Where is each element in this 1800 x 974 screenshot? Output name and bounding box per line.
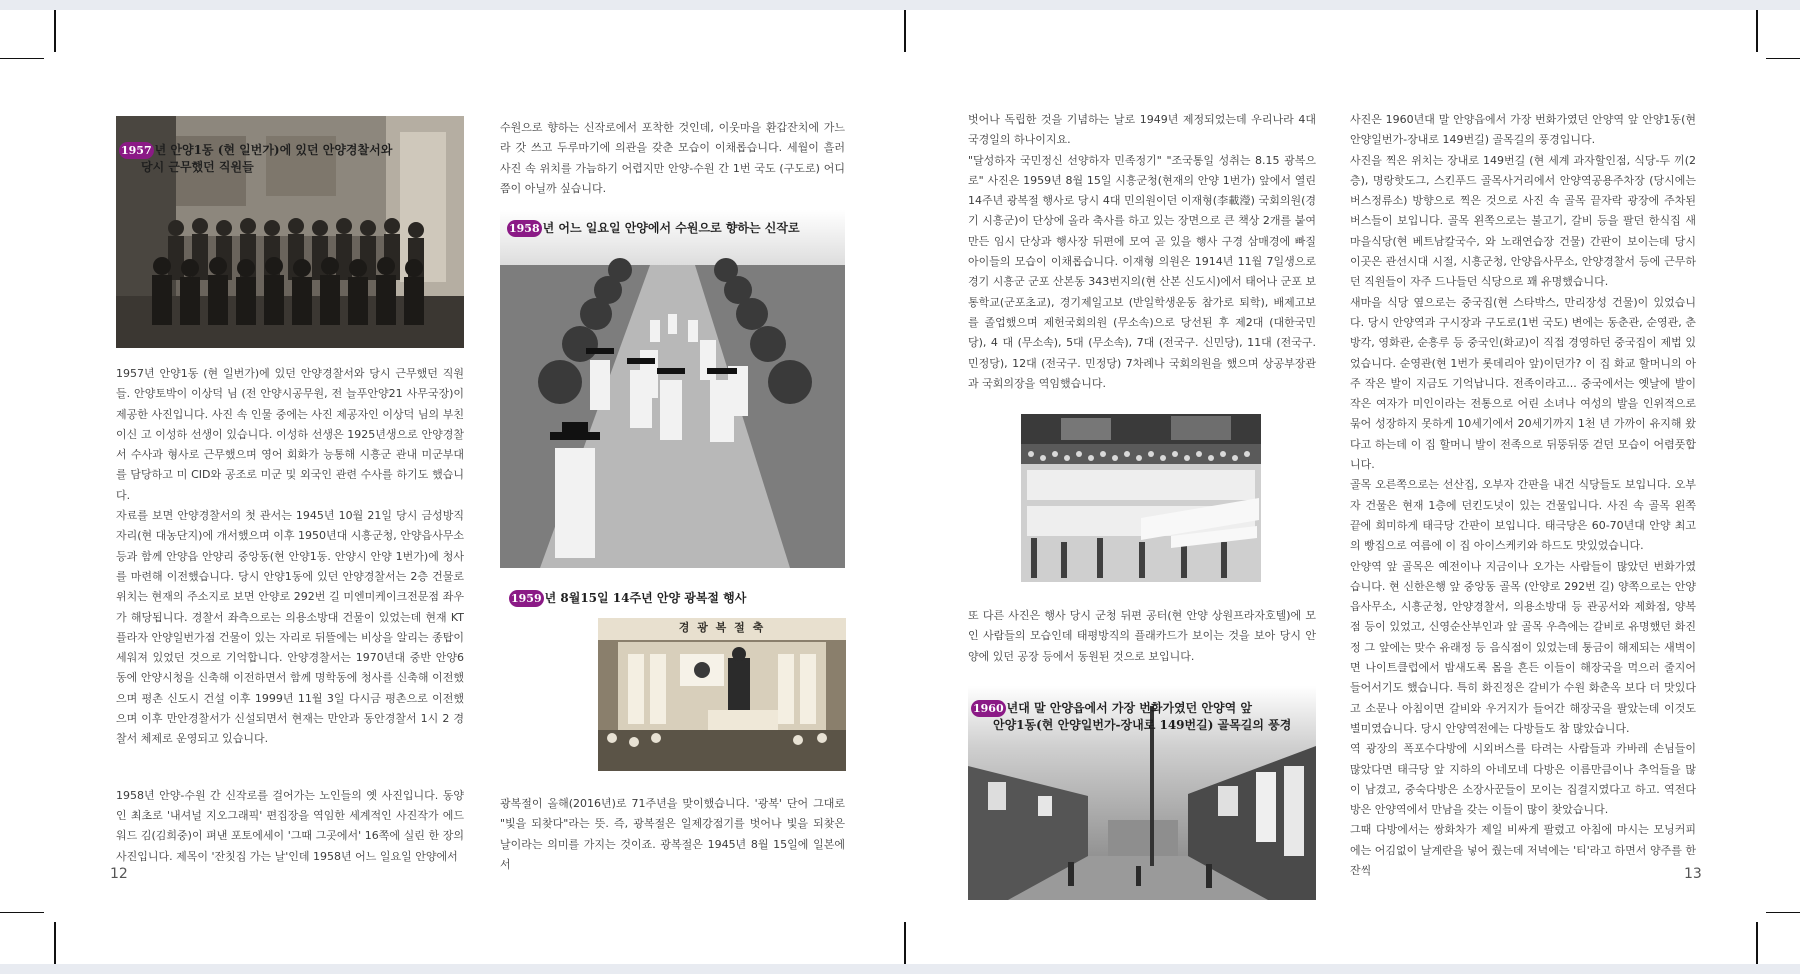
crop-mark	[54, 922, 56, 964]
caption-line: 년 어느 일요일 안양에서 수원으로 향하는 신작로	[542, 221, 800, 235]
caption-year-badge: 1959	[511, 592, 542, 605]
paragraph: 또 다른 사진은 행사 당시 군청 뒤편 공터(현 안양 상원프라자호텔)에 모인 사람들의 모습인데 태평방직의 플래카드가 보이는 것을 보아 당시 안양에 있던 공장 등에서 동원된 것으로 보입니다.	[968, 609, 1316, 663]
crop-mark	[54, 10, 56, 52]
crop-mark	[0, 912, 44, 913]
police-station-photo-caption	[119, 142, 449, 176]
paragraph: 새마을 식당 옆으로는 중국집(현 스타박스, 만리장성 건물)이 있었습니다. 당시 안양역과 구시장과 구도로(1번 국도) 변에는 동춘관, 순영관, 춘방각, 영화관, 순흥루 등 중국인(화교)이 직접 경영하던 중국집이 제법 있었습니다. 순영관(현 1번가 롯데리아 앞)이던가? 이 집 화교 할머니의 아주 작은 발이 지금도 기억납니다. 전족이라고... 중국에서는 옛날에 발이 작은 여자가 미인이라는 전통으로 어린 소녀나 여성의 발을 인위적으로 묶어 성장하지 못하게 10세기에서 20세기까지 1천 년 가까이 유지해 왔다고 하는데 이 집 할머니 발이 전족으로 뒤뚱뒤뚱 걷던 모습이 어렴풋합니다.	[1350, 295, 1696, 472]
right-page	[900, 10, 1800, 964]
caption-year-badge: 1958	[509, 222, 540, 235]
text-column-1	[116, 364, 464, 863]
paragraph: "달성하자 국민정신 선양하자 민족정기" "조국통일 성취는 8.15 광복으로" 사진은 1959년 8월 15일 시흥군청(현재의 안양 1번가) 앞에서 열린 14주년 광복절 행사로 당시 4대 민의원이던 이재형(李載瀅) 국회의원(경기 시흥군)이 단상에 올라 축사를 하고 있는 장면으로 큰 책상 2개를 붙여 만든 임시 단상과 행사장 뒤편에 모여 곧 있을 행사 구경 삼매경에 빠질 아이들의 모습이 이채롭습니다. 이재형 의원은 1914년 11월 7일생으로 경기 시흥군 군포 산본동 343번지의(현 산본 신도시)에서 태어나 군포 보통학교(군포초교), 경기제일고보 (반일학생운동 참가로 퇴학), 배제고보를 졸업했으며 제헌국회의원 (무소속)으로 당선된 후 제2대 (대한국민당), 4 대 (무소속), 5대 (무소속), 7대 (전국구. 신민당), 11대 (전국구. 민정당), 12대 (전국구. 민정당) 7차례나 국회의원을 했으며 상공부장관과 국회의장을 역임했습니다.	[968, 153, 1316, 390]
caption-year-badge: 1957	[121, 144, 152, 157]
text-column-3-top	[968, 110, 1316, 400]
paragraph: 1957년 안양1동 (현 일번가)에 있던 안양경찰서와 당시 근무했던 직원들. 안양토박이 이상덕 님 (전 안양시공무원, 전 늘푸안양21 사무국장)이 제공한 사진입니다. 사진 속 인물 중에는 사진 제공자인 이상덕 님의 부친이신 고 이성하 선생이 있습니다. 이성하 선생은 1925년생으로 안양경찰서 수사과 형사로 근무했으며 영어 회화가 능통해 시흥군 관내 미군부대를 담당하고 미 CID와 공조로 미군 및 외국인 관련 수사를 하기도 했습니다.	[116, 367, 464, 502]
caption-line: 년대 말 안양읍에서 가장 번화가였던 안양역 앞	[1006, 701, 1252, 715]
paragraph: 역 광장의 폭포수다방에 시외버스를 타려는 사람들과 카바레 손님들이 많았다면 태극당 앞 지하의 아네모네 다방은 이름만큼이나 추억들을 많이 남겼고, 중숙다방은 소장사꾼들이 모이는 집결지였다고 하고. 역전다방은 안양역에서 만남을 갖는 이들이 많이 찾았습니다.	[1350, 742, 1696, 817]
left-page	[0, 10, 900, 964]
paragraph: 벗어나 독립한 것을 기념하는 날로 1949년 제정되었는데 우리나라 4대 국경일의 하나이지요.	[968, 113, 1316, 147]
caption-line: 안양1동(현 안양일번가-장내로 149번길) 골목길의 풍경	[993, 718, 1292, 732]
caption-line: 당시 근무했던 직원들	[141, 160, 254, 174]
text-column-4	[1350, 110, 1696, 877]
paragraph: 골목 오른쪽으로는 선산집, 오부자 간판을 내건 식당들도 보입니다. 오부자 건물은 현재 1층에 던킨도넛이 있는 건물입니다. 사진 속 골목 왼쪽 끝에 희미하게 태극당 간판이 보입니다. 태극당은 60-70년대 안양 최고의 빵집으로 여름에 이 집 아이스케키와 하드도 맛있었습니다.	[1350, 478, 1696, 553]
liberation-day-photo	[598, 618, 846, 771]
crop-mark	[1766, 912, 1800, 913]
crop-mark	[1756, 922, 1758, 964]
crop-mark	[1756, 10, 1758, 52]
paragraph: 사진은 1960년대 말 안양읍에서 가장 번화가였던 안양역 앞 안양1동(현 안양일번가-장내로 149번길) 골목길의 풍경입니다.	[1350, 113, 1696, 147]
paragraph: 그때 다방에서는 쌍화차가 제일 비싸게 팔렸고 아침에 마시는 모닝커피에는 어김없이 날계란을 넣어 줬는데 저녁에는 '티'라고 하면서 양주를 한 잔씩	[1350, 823, 1696, 877]
paragraph: 안양역 앞 골목은 예전이나 지금이나 오가는 사람들이 많았던 번화가였습니다. 현 신한은행 앞 중앙동 골목 (안양로 292번 길) 양쪽으로는 안양읍사무소, 시흥군청, 안양경찰서, 의용소방대 등 관공서와 제화점, 양복점 등이 있었고, 신영순산부인과 앞 골목 우측에는 갈비로 유명했던 화진정 그 앞에는 맞수 유래정 등 음식점이 있었는데 퉁금이 해제되는 새벽이면 나이트클럽에서 밤새도록 몸을 흔든 이들이 해장국을 먹으러 줄지어 들어서기도 했습니다. 특히 화진정은 갈비가 수원 화춘옥 보다 더 맛있다고 소문나 아침이면 갈비와 우거지가 들어간 해장국을 팔았는데 이것도 별미였습니다. 당시 안양역전에는 다방들도 참 많았습니다.	[1350, 559, 1696, 735]
paragraph: 사진을 찍은 위치는 장내로 149번길 (현 세계 과자할인점, 식당-두 끼(2층), 명랑핫도그, 스킨푸드 골목사거리에서 안양역공용주차장 (당시에는 버스정류소) 방향으로 찍은 것으로 사진 속 골목 끝자락 광장에 주차된 버스들이 보입니다. 골목 왼쪽으로는 불고기, 갈비 등을 팔던 한식집 새마을식당(현 베트남칼국수, 와 노래연습장 건물) 간판이 보이는데 당시 이곳은 관선시대 시절, 시흥군청, 안양읍사무소, 안양경찰서 등에 근무하던 직원들이 자주 드나들던 식당으로 꽤 유명했습니다.	[1350, 153, 1696, 289]
crowd-rally-photo	[1021, 414, 1261, 582]
alley-street-photo-caption	[971, 700, 1311, 734]
crop-mark	[904, 922, 906, 964]
text-column-2-top	[500, 118, 845, 200]
page-number-left: 12	[110, 866, 128, 882]
paragraph: 광복절이 올해(2016년)로 71주년을 맞이했습니다. '광복' 단어 그대로 "빛을 되찾다"라는 뜻. 즉, 광복절은 일제강점기를 벗어나 빛을 되찾은 날이라는 의미를 가지는 것이죠. 광복절은 1945년 8월 15일에 일본에서	[500, 797, 845, 871]
caption-year-badge: 1960	[973, 702, 1004, 715]
liberation-day-banner-text: 경 광 복 절 축	[678, 621, 766, 634]
text-column-2-bottom	[500, 794, 845, 871]
caption-line: 년 안양1동 (현 일번가)에 있던 안양경찰서와	[154, 143, 393, 157]
paragraph: 자료를 보면 안양경찰서의 첫 관서는 1945년 10월 21일 당시 금성방직 자리(현 대농단지)에 개서했으며 이후 1950년대 시흥군청, 안양읍사무소 등과 함께 안양읍 안양리 중앙동(현 안양1동. 안양시 안양 1번가)에 청사를 마련해 이전했습니다. 당시 안양1동에 있던 안양경찰서는 2층 건물로 위치는 현재의 주소지로 보면 안양로 292번 길 미엔미케이크전문점 좌우가 해당됩니다. 경찰서 좌측으로는 의용소방대 건물이 있었는데 현재 KT 플라자 안양일번가점 건물이 있는 자리로 뒤뜰에는 비상을 알리는 종탑이 세워져 있었던 것으로 기억합니다. 안양경찰서는 1970년대 중반 안양6동에 안양시청을 신축해 이전하면서 함께 명학동에 청사를 신축해 이전했으며 평촌 신도시 건설 이후 1999년 11월 3일 다시금 평촌으로 이전했으며 이후 만안경찰서가 신설되면서 현재는 만안과 동안경찰서 1시 2 경찰서 체제로 운영되고 있습니다.	[116, 509, 464, 746]
road-walkers-photo	[500, 210, 845, 568]
crop-mark	[904, 10, 906, 52]
caption-line: 년 8월15일 14주년 안양 광복절 행사	[544, 591, 747, 605]
page-number-right: 13	[1684, 866, 1702, 882]
crop-mark	[0, 58, 44, 59]
text-column-3-middle	[968, 606, 1316, 670]
road-walkers-photo-caption	[507, 220, 837, 237]
liberation-day-photo-caption	[509, 590, 839, 607]
crop-mark	[1766, 58, 1800, 59]
paragraph: 수원으로 향하는 신작로에서 포착한 것인데, 이웃마을 환갑잔치에 가느라 갓 쓰고 두루마기에 의관을 갖춘 모습이 이채롭습니다. 세월이 흘러 사진 속 위치를 가늠하기 어렵지만 안양-수원 간 1번 국도 (구도로) 어디쯤이 아닐까 싶습니다.	[500, 121, 845, 195]
paragraph: 1958년 안양-수원 간 신작로를 걸어가는 노인들의 옛 사진입니다. 동양인 최초로 '내셔널 지오그래픽' 편집장을 역임한 세계적인 사진작가 에드워드 김(김희중)이 펴낸 포토에세이 '그때 그곳에서' 16쪽에 실린 한 장의 사진입니다. 제목이 '잔칫집 가는 날'인데 1958년 어느 일요일 안양에서	[116, 788, 464, 863]
